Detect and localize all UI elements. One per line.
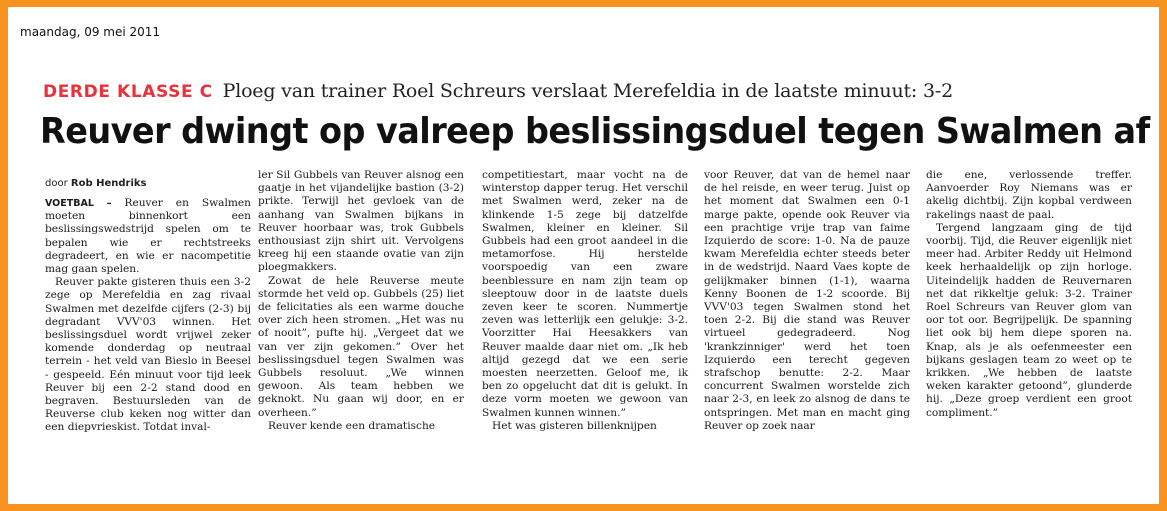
byline [45,178,147,189]
headline: Reuver dwingt op valreep beslissingsduel tegen Swalmen af [40,111,1150,152]
article-column-4 [704,169,910,433]
paragraph: Reuver kende een dramatische [268,419,436,432]
paragraph: die ene, verlossende treffer. Aanvoerder Roy Niemans was er akelig dichtbij. Zijn kopbal verdween rakelings naast de paal. [926,169,1132,221]
article-column-5 [926,169,1132,420]
paragraph: ler Sil Gubbels van Reuver alsnog een gaatje in het vijandelijke bastion (3-2) prikte. Terwijl het gevloek van de aanhang van Swalmen bijkans in Reuver hoorbaar was, trok Gubbels enthousiast zijn shirt uit. Vervolgens kreeg hij een staande ovatie van zijn ploegmakkers. [258,169,464,274]
byline-prefix: door [45,178,68,189]
paragraph: voor Reuver, dat van de hemel naar de hel reisde, en weer terug. Juist op het moment dat Swalmen een 0-1 marge pakte, opende ook Reuver via een prachtige vrije trap van faime Izquierdo de score: 1-0. Na de pauze kwam Merefeldia echter steeds beter in de wedstrijd. Naard Vaes kopte de gelijkmaker binnen (1-1), waarna Kenny Boonen de 1-2 scoorde. Bij VVV'03 tegen Swalmen stond het toen 2-2. Bij die stand was Reuver virtueel gedegradeerd. Nog 'krankzinniger' werd het toen Izquierdo een terecht gegeven strafschop benutte: 2-2. Maar concurrent Swalmen worstelde zich naar 2-3, en leek zo alsnog de dans te ontspringen. Met man en macht ging Reuver op zoek naar [704,169,910,432]
lead-label: VOETBAL – [45,198,112,209]
article-column-3 [482,169,688,433]
paragraph: Tergend langzaam ging de tijd voorbij. Tijd, die Reuver eigenlijk niet meer had. Arbiter Reddy uit Helmond keek herhaaldelijk op zijn horloge. Uiteindelijk hadden de Reuvernaren net dat rikkeltje geluk: 3-2. Trainer Roel Schreurs van Reuver glom van oor tot oor. Begrijpelijk. De spanning liet ook bij hem diepe sporen na. Knap, als je als oefenmeester een bijkans geslagen team zo weet op te krikken. „We hebben de laatste weken karakter getoond”, glunderde hij. „Deze groep verdient een groot compliment.” [926,221,1132,419]
paragraph: Reuver pakte gisteren thuis een 3-2 zege op Merefeldia en zag rivaal Swalmen met dezelfde cijfers (2-3) bij degradant VVV'03 winnen. Het beslissingsduel wordt vrijwel zeker komende donderdag op neutraal terrein - het veld van Bieslo in Beesel - gespeeld. Eén minuut voor tijd leek Reuver bij een 2-2 stand dood en begraven. Bestuursleden van de Reuverse club keken nog witter dan een diepvrieskist. Totdat inval- [45,276,251,434]
paragraph: competitiestart, maar vocht na de winterstop dapper terug. Het verschil met Swalmen werd, zeker na de klinkende 1-5 zege bij datzelfde Swalmen, kleiner en kleiner. Sil Gubbels had een groot aandeel in die metamorfose. Hij herstelde voorspoedig van een zware beenblessure en nam zijn team op sleeptouw door in de laatste duels zeven keer te scoren. Nummertje zeven was letterlijk een gelukje: 3-2. Voorzitter Hai Heesakkers van Reuver maalde daar niet om. „Ik heb altijd gezegd dat we een serie moesten neerzetten. Geloof me, ik ben zo opgelucht dat dit is gelukt. In deze vorm moeten we gewoon van Swalmen kunnen winnen.” [482,169,688,419]
paragraph: VOETBAL – Reuver en Swalmen moeten binnenkort een beslissingswedstrijd spelen om te bepalen wie er rechtstreeks degradeert, en wie er nacompetitie mag gaan spelen. [45,197,251,276]
section-label: DERDE KLASSE C [43,82,213,102]
publication-date: maandag, 09 mei 2011 [20,25,161,39]
article-column-2 [258,169,464,433]
kicker-text: Ploeg van trainer Roel Schreurs verslaat Merefeldia in de laatste minuut: 3-2 [222,80,953,102]
byline-author: Rob Hendriks [70,178,147,189]
kicker [43,80,953,102]
paragraph: Het was gisteren billenknijpen [492,419,657,432]
article-column-1 [45,197,251,435]
newspaper-clipping [8,7,1159,504]
paragraph: Zowat de hele Reuverse meute stormde het veld op. Gubbels (25) liet de felicitaties als een warme douche over zich heen stromen. „Het was nu of nooit”, pufte hij. „Vergeet dat we van ver zijn gekomen.” Over het beslissingsduel tegen Swalmen was Gubbels resoluut. „We winnen gewoon. Als team hebben we geknokt. Nu gaan wij door, en er overheen.” [258,274,464,419]
